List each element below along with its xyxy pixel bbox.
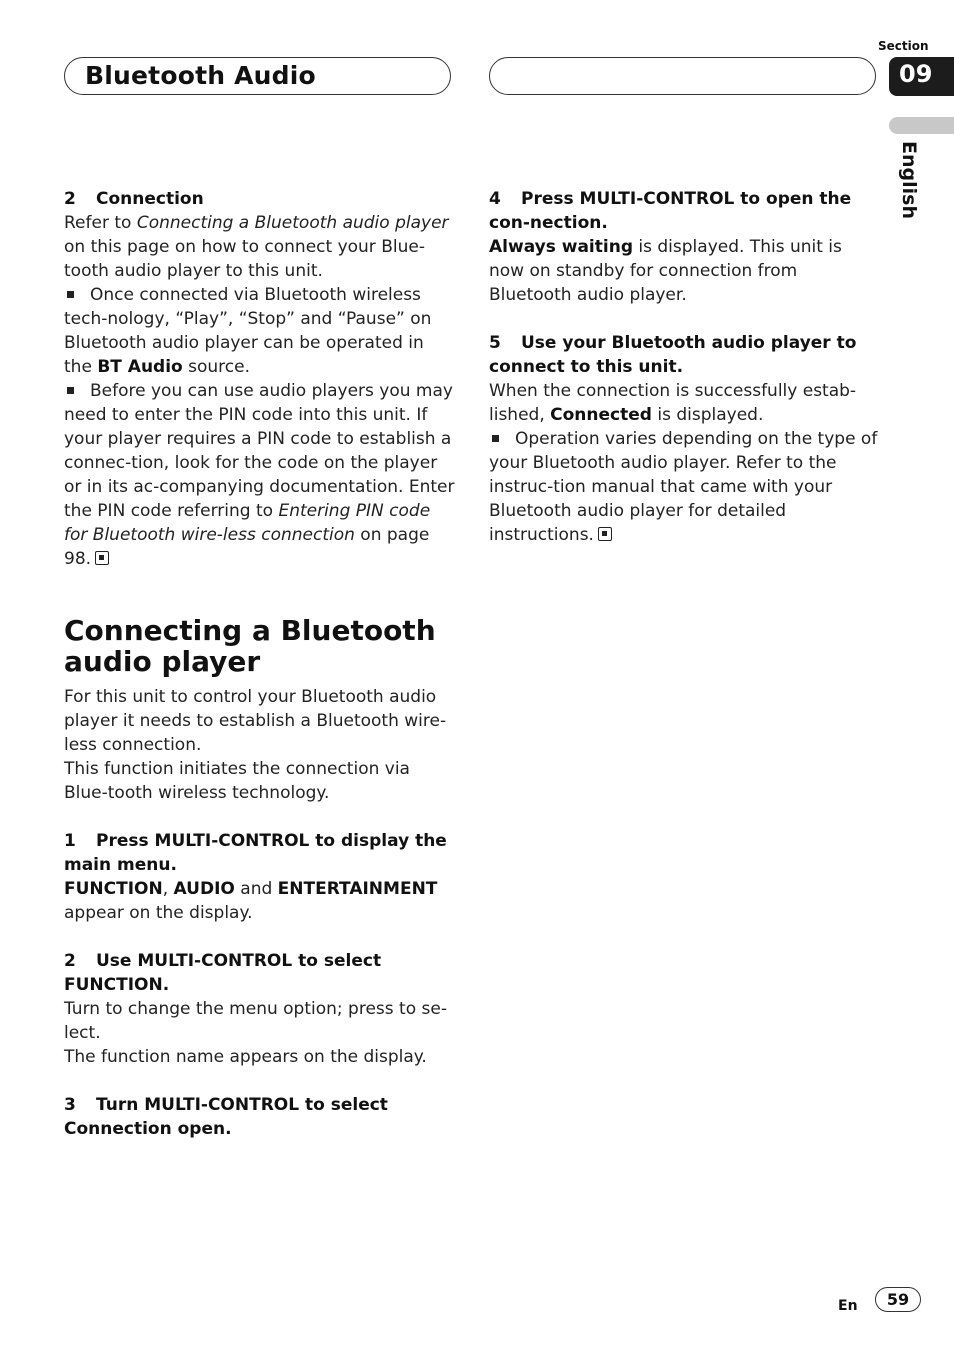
step-connection-heading xyxy=(64,187,456,211)
step-number: 4 xyxy=(489,189,501,209)
text-run: Once connected via Bluetooth wireless tech-nology, “Play”, “Stop” and “Pause” on Bluetooth audio player can be operated in the xyxy=(64,285,432,377)
language-tab-marker xyxy=(889,117,954,134)
step-number: 1 xyxy=(64,831,76,851)
section-label: Section xyxy=(878,39,929,53)
step-5-heading xyxy=(489,331,881,379)
text-run: Refer to xyxy=(64,213,137,233)
step-1-heading xyxy=(64,829,456,877)
step-title: Turn MULTI-CONTROL to select Connection open. xyxy=(64,1095,388,1139)
bullet-square-icon xyxy=(492,435,499,442)
header-title-frame xyxy=(64,57,451,95)
step-title: Press MULTI-CONTROL to display the main menu. xyxy=(64,831,447,875)
step-2-body-2: The function name appears on the display. xyxy=(64,1047,427,1067)
cross-reference: Connecting a Bluetooth audio player xyxy=(136,213,449,233)
text-run: source. xyxy=(182,357,250,377)
bullet-note-pin xyxy=(64,379,456,571)
bullet-square-icon xyxy=(67,291,74,298)
bullet-note-operation xyxy=(489,427,881,547)
bullet-square-icon xyxy=(67,387,74,394)
step-1-body xyxy=(64,877,456,925)
step-number: 3 xyxy=(64,1095,76,1115)
source-name: BT Audio xyxy=(97,357,183,377)
text-run: on this page on how to connect your Blue-tooth audio player to this unit. xyxy=(64,237,425,281)
text-run: Before you can use audio players you may need to enter the PIN code into this unit. If your player requires a PIN code to establish a connec-tion, look for the code on the player or in its ac-companying documentation. Enter the PIN code referring to xyxy=(64,381,455,521)
step-5-body xyxy=(489,379,881,427)
section-heading: Connecting a Bluetooth audio player xyxy=(64,614,436,678)
display-message: Always waiting xyxy=(489,237,633,257)
step-title: Connection xyxy=(96,189,204,209)
text-run: When the connection is successfully estab-lished, xyxy=(489,381,857,425)
menu-name: ENTERTAINMENT xyxy=(277,879,438,899)
display-message: Connected xyxy=(550,405,652,425)
text-run: Operation varies depending on the type of your Bluetooth audio player. Refer to the instruc-tion manual that came with your Bluetooth audio player for detailed instructions. xyxy=(489,429,878,545)
page-number: 59 xyxy=(886,1290,910,1309)
text-run: and xyxy=(234,879,278,899)
section-number: 09 xyxy=(899,60,933,88)
cross-reference: Entering PIN code for Bluetooth wire-less connection xyxy=(64,501,431,545)
end-mark-icon xyxy=(95,551,109,565)
menu-name: AUDIO xyxy=(173,879,235,899)
intro-paragraph-1: For this unit to control your Bluetooth audio player it needs to establish a Bluetooth wire-less connection. xyxy=(64,687,447,755)
text-run: is displayed. xyxy=(651,405,764,425)
text-run: , xyxy=(162,879,174,899)
left-column-section xyxy=(64,615,456,1141)
step-title: Use your Bluetooth audio player to connect to this unit. xyxy=(489,333,857,377)
page-number-badge xyxy=(875,1287,921,1312)
text-run: on page 98. xyxy=(64,525,430,569)
step-4-heading xyxy=(489,187,881,235)
step-number: 2 xyxy=(64,951,76,971)
text-run: is displayed. This unit is now on standby for connection from Bluetooth audio player. xyxy=(489,237,842,305)
section-badge xyxy=(889,57,954,96)
step-2-body-1: Turn to change the menu option; press to se-lect. xyxy=(64,999,447,1043)
connection-paragraph xyxy=(64,211,456,283)
language-label: English xyxy=(898,141,920,219)
header-blank-frame xyxy=(489,57,876,95)
step-number: 5 xyxy=(489,333,501,353)
intro-paragraph-2: This function initiates the connection via Blue-tooth wireless technology. xyxy=(64,759,410,803)
step-2-heading xyxy=(64,949,456,997)
step-title: Use MULTI-CONTROL to select FUNCTION. xyxy=(64,951,382,995)
end-mark-icon xyxy=(598,527,612,541)
step-number: 2 xyxy=(64,189,76,209)
footer-language: En xyxy=(838,1298,858,1314)
left-column xyxy=(64,187,456,571)
text-run: appear on the display. xyxy=(64,903,253,923)
right-column xyxy=(489,187,881,547)
page-title: Bluetooth Audio xyxy=(85,61,316,90)
step-4-body xyxy=(489,235,881,307)
bullet-note-controls xyxy=(64,283,456,379)
step-3-heading xyxy=(64,1093,456,1141)
menu-name: FUNCTION xyxy=(64,879,163,899)
step-title: Press MULTI-CONTROL to open the con-nection. xyxy=(489,189,852,233)
